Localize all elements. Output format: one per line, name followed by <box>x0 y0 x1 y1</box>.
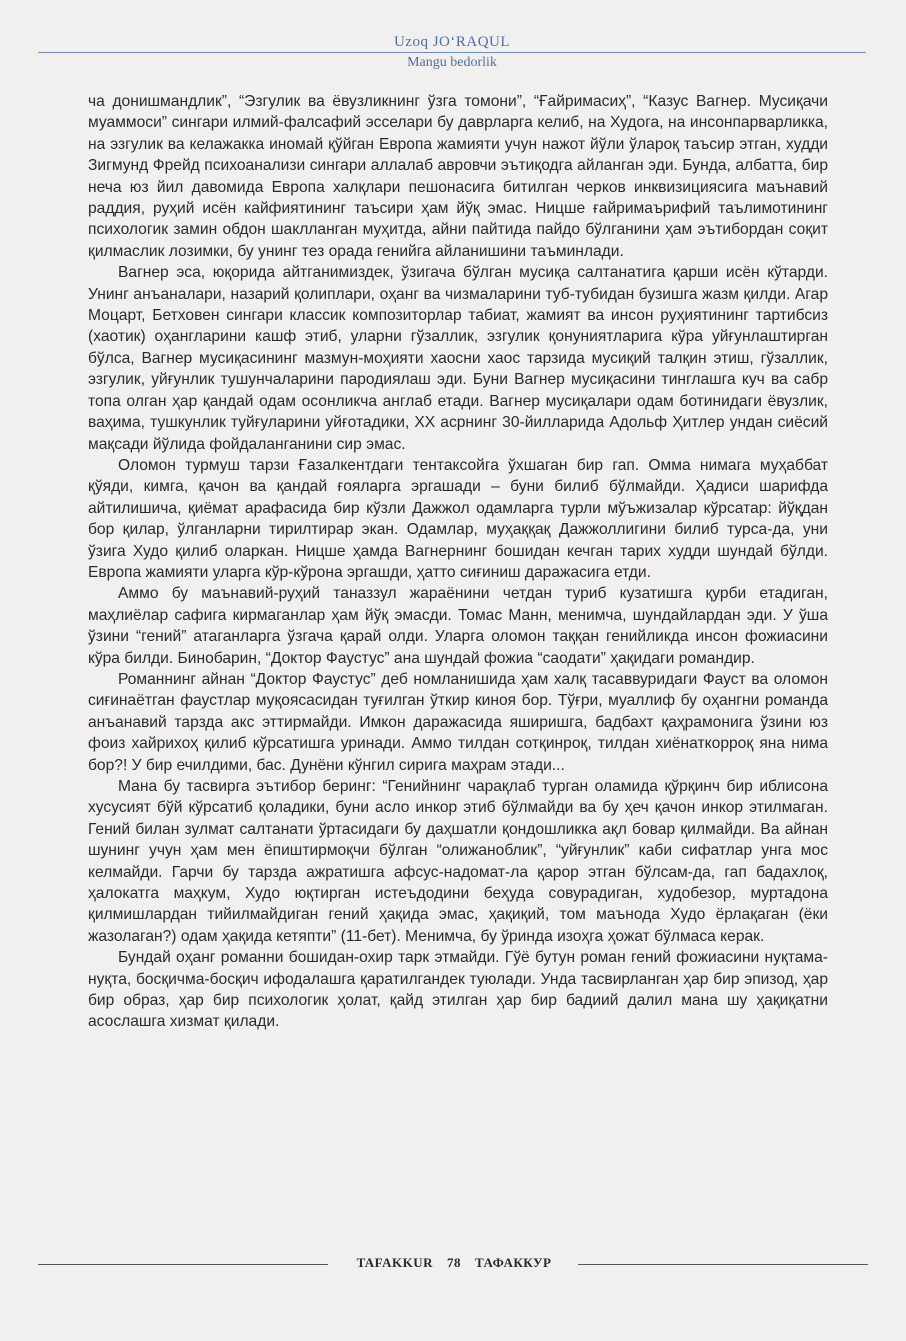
page-footer <box>38 1254 868 1274</box>
article-body <box>88 91 828 1033</box>
paragraph: Аммо бу маънавий-руҳий таназзул жараёнини четдан туриб кузатишга қурби етадиган, маҳлиёлар сафига кирмаганлар ҳам йўқ эмасди. Томас Манн, менимча, шундайлардан эди. У ўша ўзини “гений” атаганларга ўзгача қарай олди. Уларга оломон таққан генийликда инсон фожиасини кўра билди. Бинобарин, “Доктор Фаустус” ана шундай фожиа “саодати” ҳақидаги романдир. <box>88 585 828 667</box>
footer-rule-left <box>38 1264 328 1265</box>
paragraph: Мана бу тасвирга эътибор беринг: “Генийнинг чарақлаб турган оламида қўрқинч бир иблисона хусусият бўй кўрсатиб қоладики, буни асло инкор этиб бўлмайди ва бу ҳеч қачон инкор этилмаган. Гений билан зулмат салтанати ўртасидаги бу даҳшатли қондошликка ақл бовар қилмайди. Ва айнан шунинг учун ҳам мен ёпиштирмоқчи бўлган “олижаноблик”, “уйғунлик” каби сифатлар унга мос келмайди. Гарчи бу тарзда ажратишга афсус-надомат-ла қарор этган бўлсам-да, гап бадахлоқ, ҳалокатга маҳкум, Худо юқтирган истеъдодини беҳуда совурадиган, худобезор, муртадона қилмишлардан тийилмайдиган гений ҳақида эмас, ҳақиқий, том маънода Худо ёрлақаган (ёки жазолаган?) одам ҳақида кетяпти” (11-бет). Менимча, бу ўринда изоҳга ҳожат бўлмаса керак. <box>88 778 828 945</box>
footer-label <box>334 1255 574 1271</box>
running-header <box>38 34 866 71</box>
header-divider <box>38 52 866 53</box>
header-subtitle: Mangu bedorlik <box>407 55 497 70</box>
footer-journal-cyrillic: ТАФАККУР <box>475 1255 552 1270</box>
footer-rule-right <box>578 1264 868 1265</box>
paragraph: ча донишмандлик”, “Эзгулик ва ёвузликнинг ўзга томони”, “Ғайримасиҳ”, “Казус Вагнер. Мусиқачи муаммоси” сингари илмий-фалсафий эсселари бу даврларга келиб, на Худога, на инсонпарварликка, на эзгулик ва келажакка иномай қўйган Европа жамияти учун нажот йўли ўлароқ таъсир этган, худди Зигмунд Фрейд психоанализи сингари аллалаб авровчи эътиқодга айланган эди. Бунда, албатта, бир неча юз йил давомида Европа халқлари пешонасига битилган черков инквизициясига маънавий раддия, руҳий исён кайфиятининг таъсири ҳам йўқ эмас. Ницше ғайримаърифий таълимотининг психологик замин обдон шаклланган муҳитда, айни пайтида пайдо бўлганини ҳам эътибордан соқит қилмаслик лозимки, бу унинг тез орада генийга айланишини таъминлади. <box>88 93 828 260</box>
paragraph: Бундай оҳанг романни бошидан-охир тарк этмайди. Гўё бутун роман гений фожиасини нуқтама-нуқта, босқичма-босқич ифодалашга қаратилгандек туюлади. Унда тасвирланган ҳар бир эпизод, ҳар бир образ, ҳар бир психологик ҳолат, қайд этилган ҳар бир бадиий далил мана шу ҳақиқатни асослашга хизмат қилади. <box>88 949 828 1031</box>
header-author: Uzoq JO‘RAQUL <box>393 34 511 50</box>
paragraph: Романнинг айнан “Доктор Фаустус” деб номланишида ҳам халқ тасаввуридаги Фауст ва оломон сиғинаётган фаустлар муқоясасидан туғилган ўткир киноя бор. Тўғри, муаллиф бу оҳангни романда анъанавий тарзда акс эттирмайди. Имкон даражасида яширишга, бадбахт қаҳрамонига ўзини юз фоиз хайрихоҳ қилиб кўрсатишга уринади. Аммо тилдан сотқинроқ, тилдан хиёнаткорроқ яна нима бор?! У бир ечилдими, бас. Дунёни кўнгил сирига маҳрам этади... <box>88 670 828 774</box>
paragraph: Вагнер эса, юқорида айтганимиздек, ўзигача бўлган мусиқа салтанатига қарши исён кўтарди. Унинг анъаналари, назарий қолиплари, оҳанг ва чизмаларини туб-тубидан бузишга жазм қилди. Агар Моцарт, Бетховен сингари классик композиторлар табиат, жамият ва инсон руҳиятининг тартибсиз (хаотик) оҳангларини кашф этиб, уларни гўзаллик, эзгулик қонуниятларига кўра уйғунлаштирган бўлса, Вагнер мусиқасининг мазмун-моҳияти хаосни хаос тарзида мусиқий талқин этиш, гўзаллик, эзгулик, уйғунлик тушунчаларини пародиялаш эди. Буни Вагнер мусиқасини тинглашга куч ва сабр топа олган ҳар қандай одам осонликча англаб етади. Вагнер мусиқалари одам ботинидаги ёвузлик, ваҳима, тушкунлик туйғуларини уйғотадики, XX асрнинг 30-йилларида Адольф Ҳитлер ундан сиёсий мақсади йўлида фойдаланганини сир эмас. <box>88 264 828 453</box>
footer-journal-latin: TAFAKKUR <box>356 1255 434 1270</box>
page-number: 78 <box>447 1255 462 1270</box>
paragraph: Оломон турмуш тарзи Ғазалкентдаги тентаксойга ўхшаган бир гап. Омма нимага муҳаббат қўяди, кимга, қачон ва қандай ғояларга эргашади – буни билиб бўлмайди. Ҳадиси шарифда айтилишича, қиёмат арафасида бир кўзли Дажжол одамларга турли мўъжизалар кўрсатар: йўқдан бор қилар, ўлганларни тирилтирар экан. Одамлар, муҳаққақ Дажжоллигини билиб турса-да, уни ўзига Худо қилиб оларкан. Ницше ҳамда Вагнернинг бошидан кечган тарих худди шундай бўлди. Европа жамияти уларга кўр-кўрона эргашди, ҳатто сиғиниш даражасига етди. <box>88 456 828 581</box>
